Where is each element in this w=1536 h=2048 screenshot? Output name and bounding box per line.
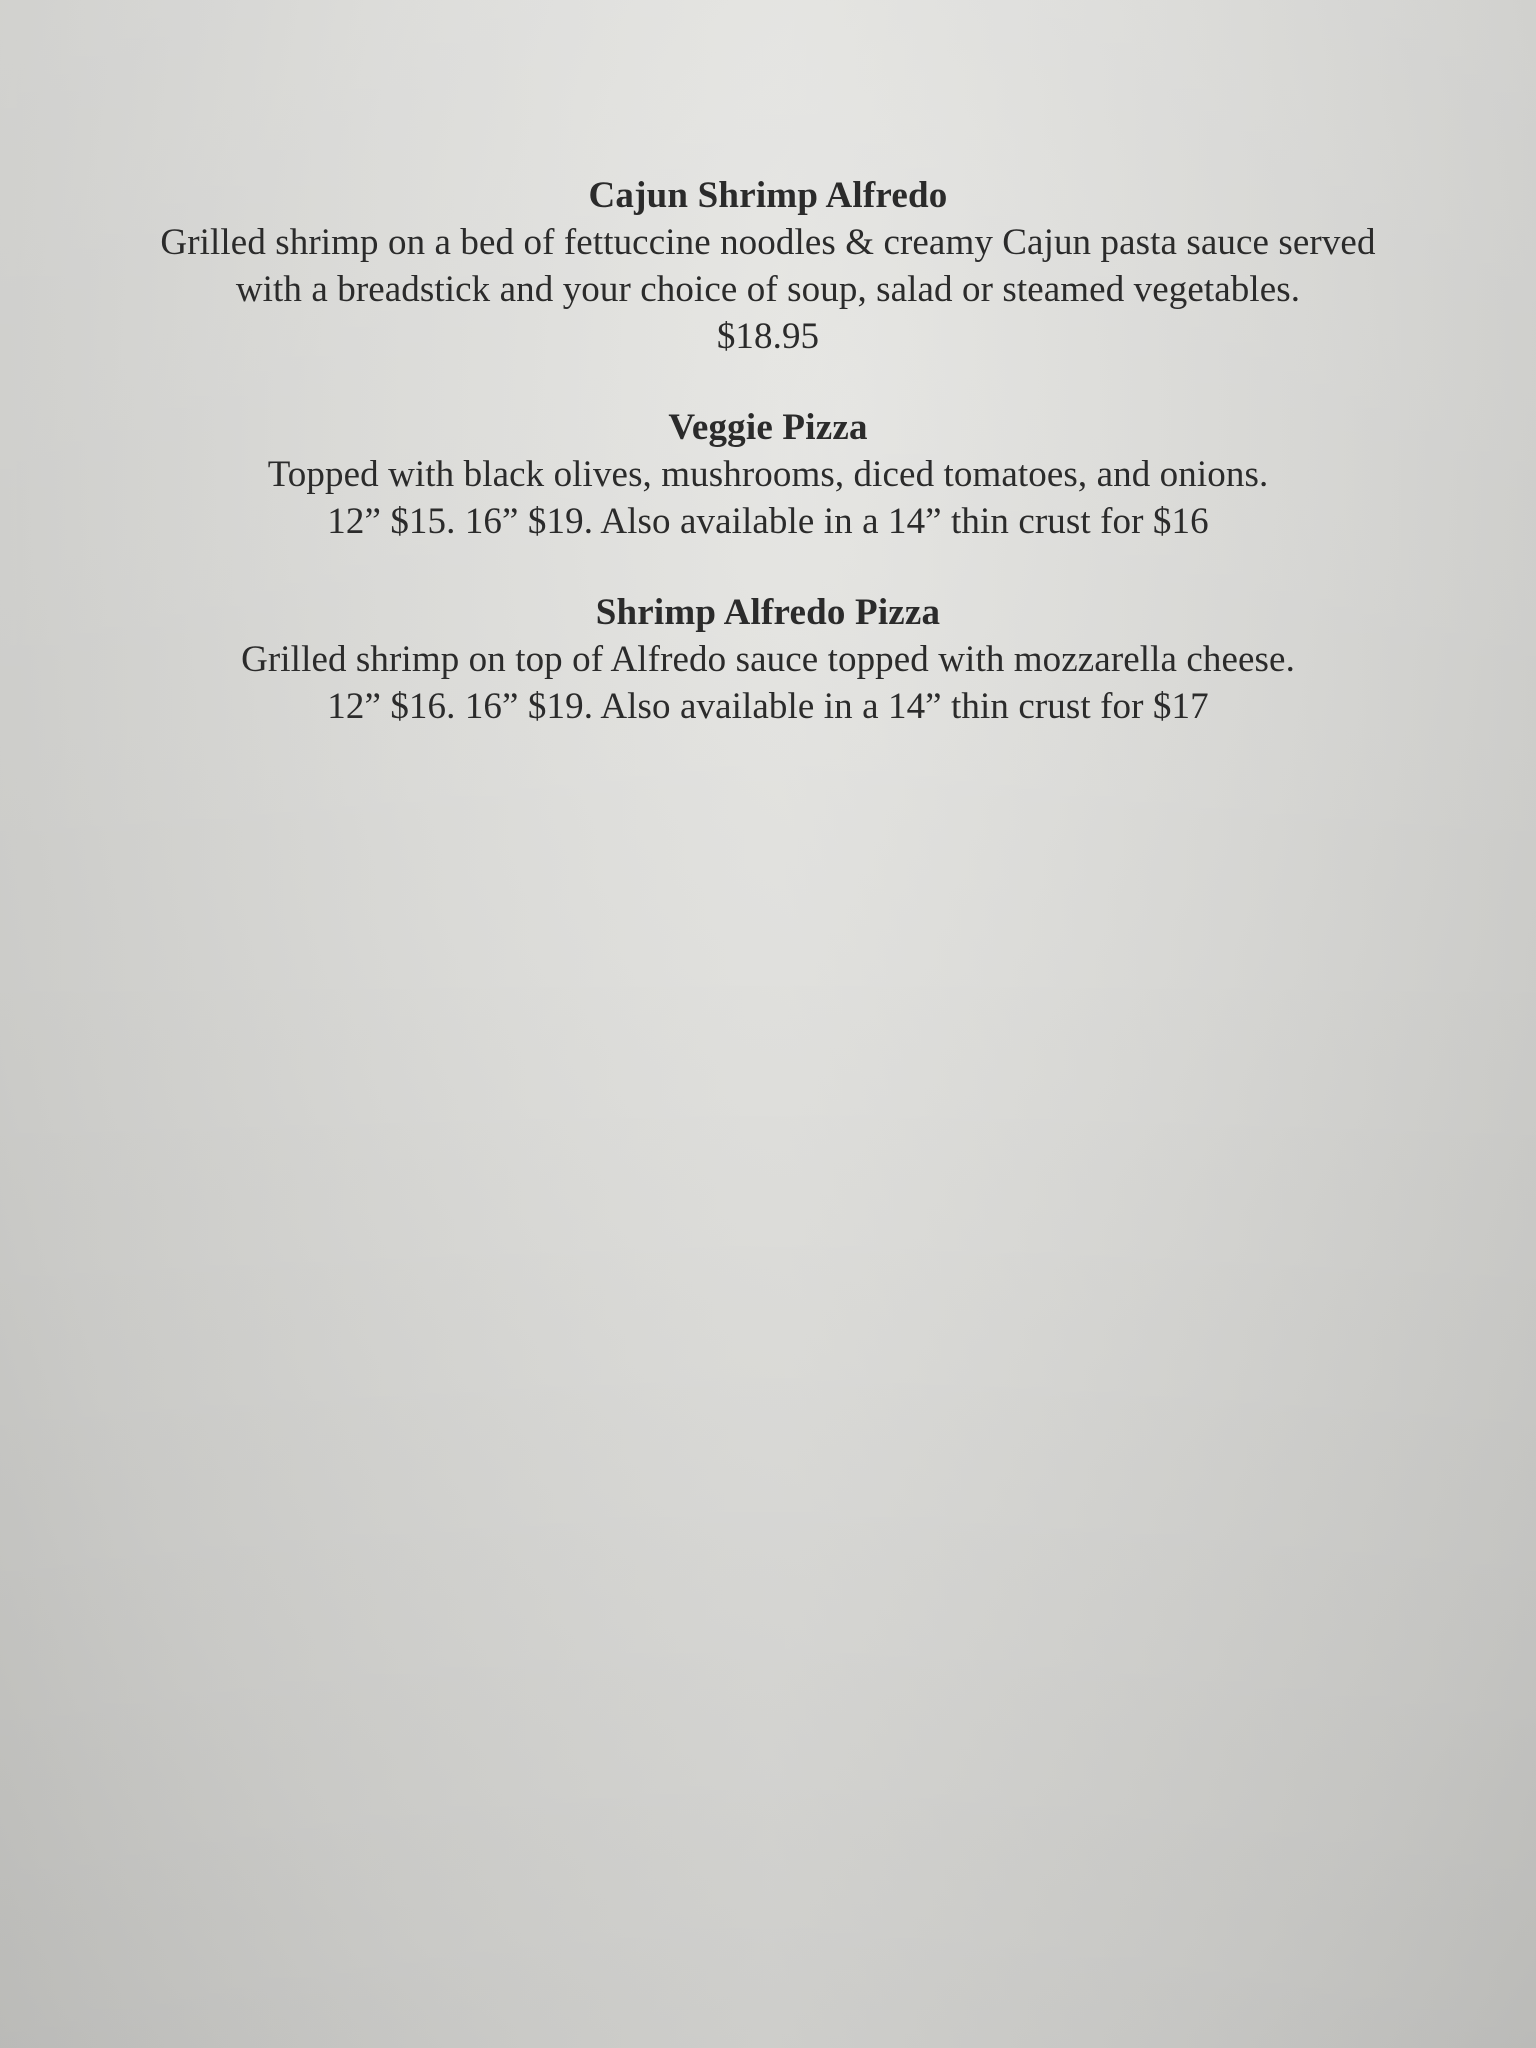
item-description: Grilled shrimp on top of Alfredo sauce topped with mozzarella cheese. — [241, 639, 1295, 680]
item-title: Veggie Pizza — [668, 407, 868, 448]
item-price: $18.95 — [716, 316, 820, 357]
item-title: Shrimp Alfredo Pizza — [595, 592, 941, 633]
menu-item-shrimp-alfredo-pizza — [0, 589, 1536, 730]
item-description: Grilled shrimp on a bed of fettuccine noodles & creamy Cajun pasta sauce served — [160, 222, 1376, 263]
item-price: 12” $15. 16” $19. Also available in a 14” thin crust for $16 — [327, 501, 1209, 542]
item-price: 12” $16. 16” $19. Also available in a 14” thin crust for $17 — [327, 686, 1209, 727]
menu-item-veggie-pizza — [0, 404, 1536, 545]
menu-item-cajun-shrimp-alfredo — [0, 172, 1536, 360]
item-title: Cajun Shrimp Alfredo — [588, 175, 948, 216]
item-description: Topped with black olives, mushrooms, diced tomatoes, and onions. — [267, 454, 1269, 495]
menu-list — [0, 172, 1536, 774]
item-description: with a breadstick and your choice of soup, salad or steamed vegetables. — [235, 269, 1301, 310]
